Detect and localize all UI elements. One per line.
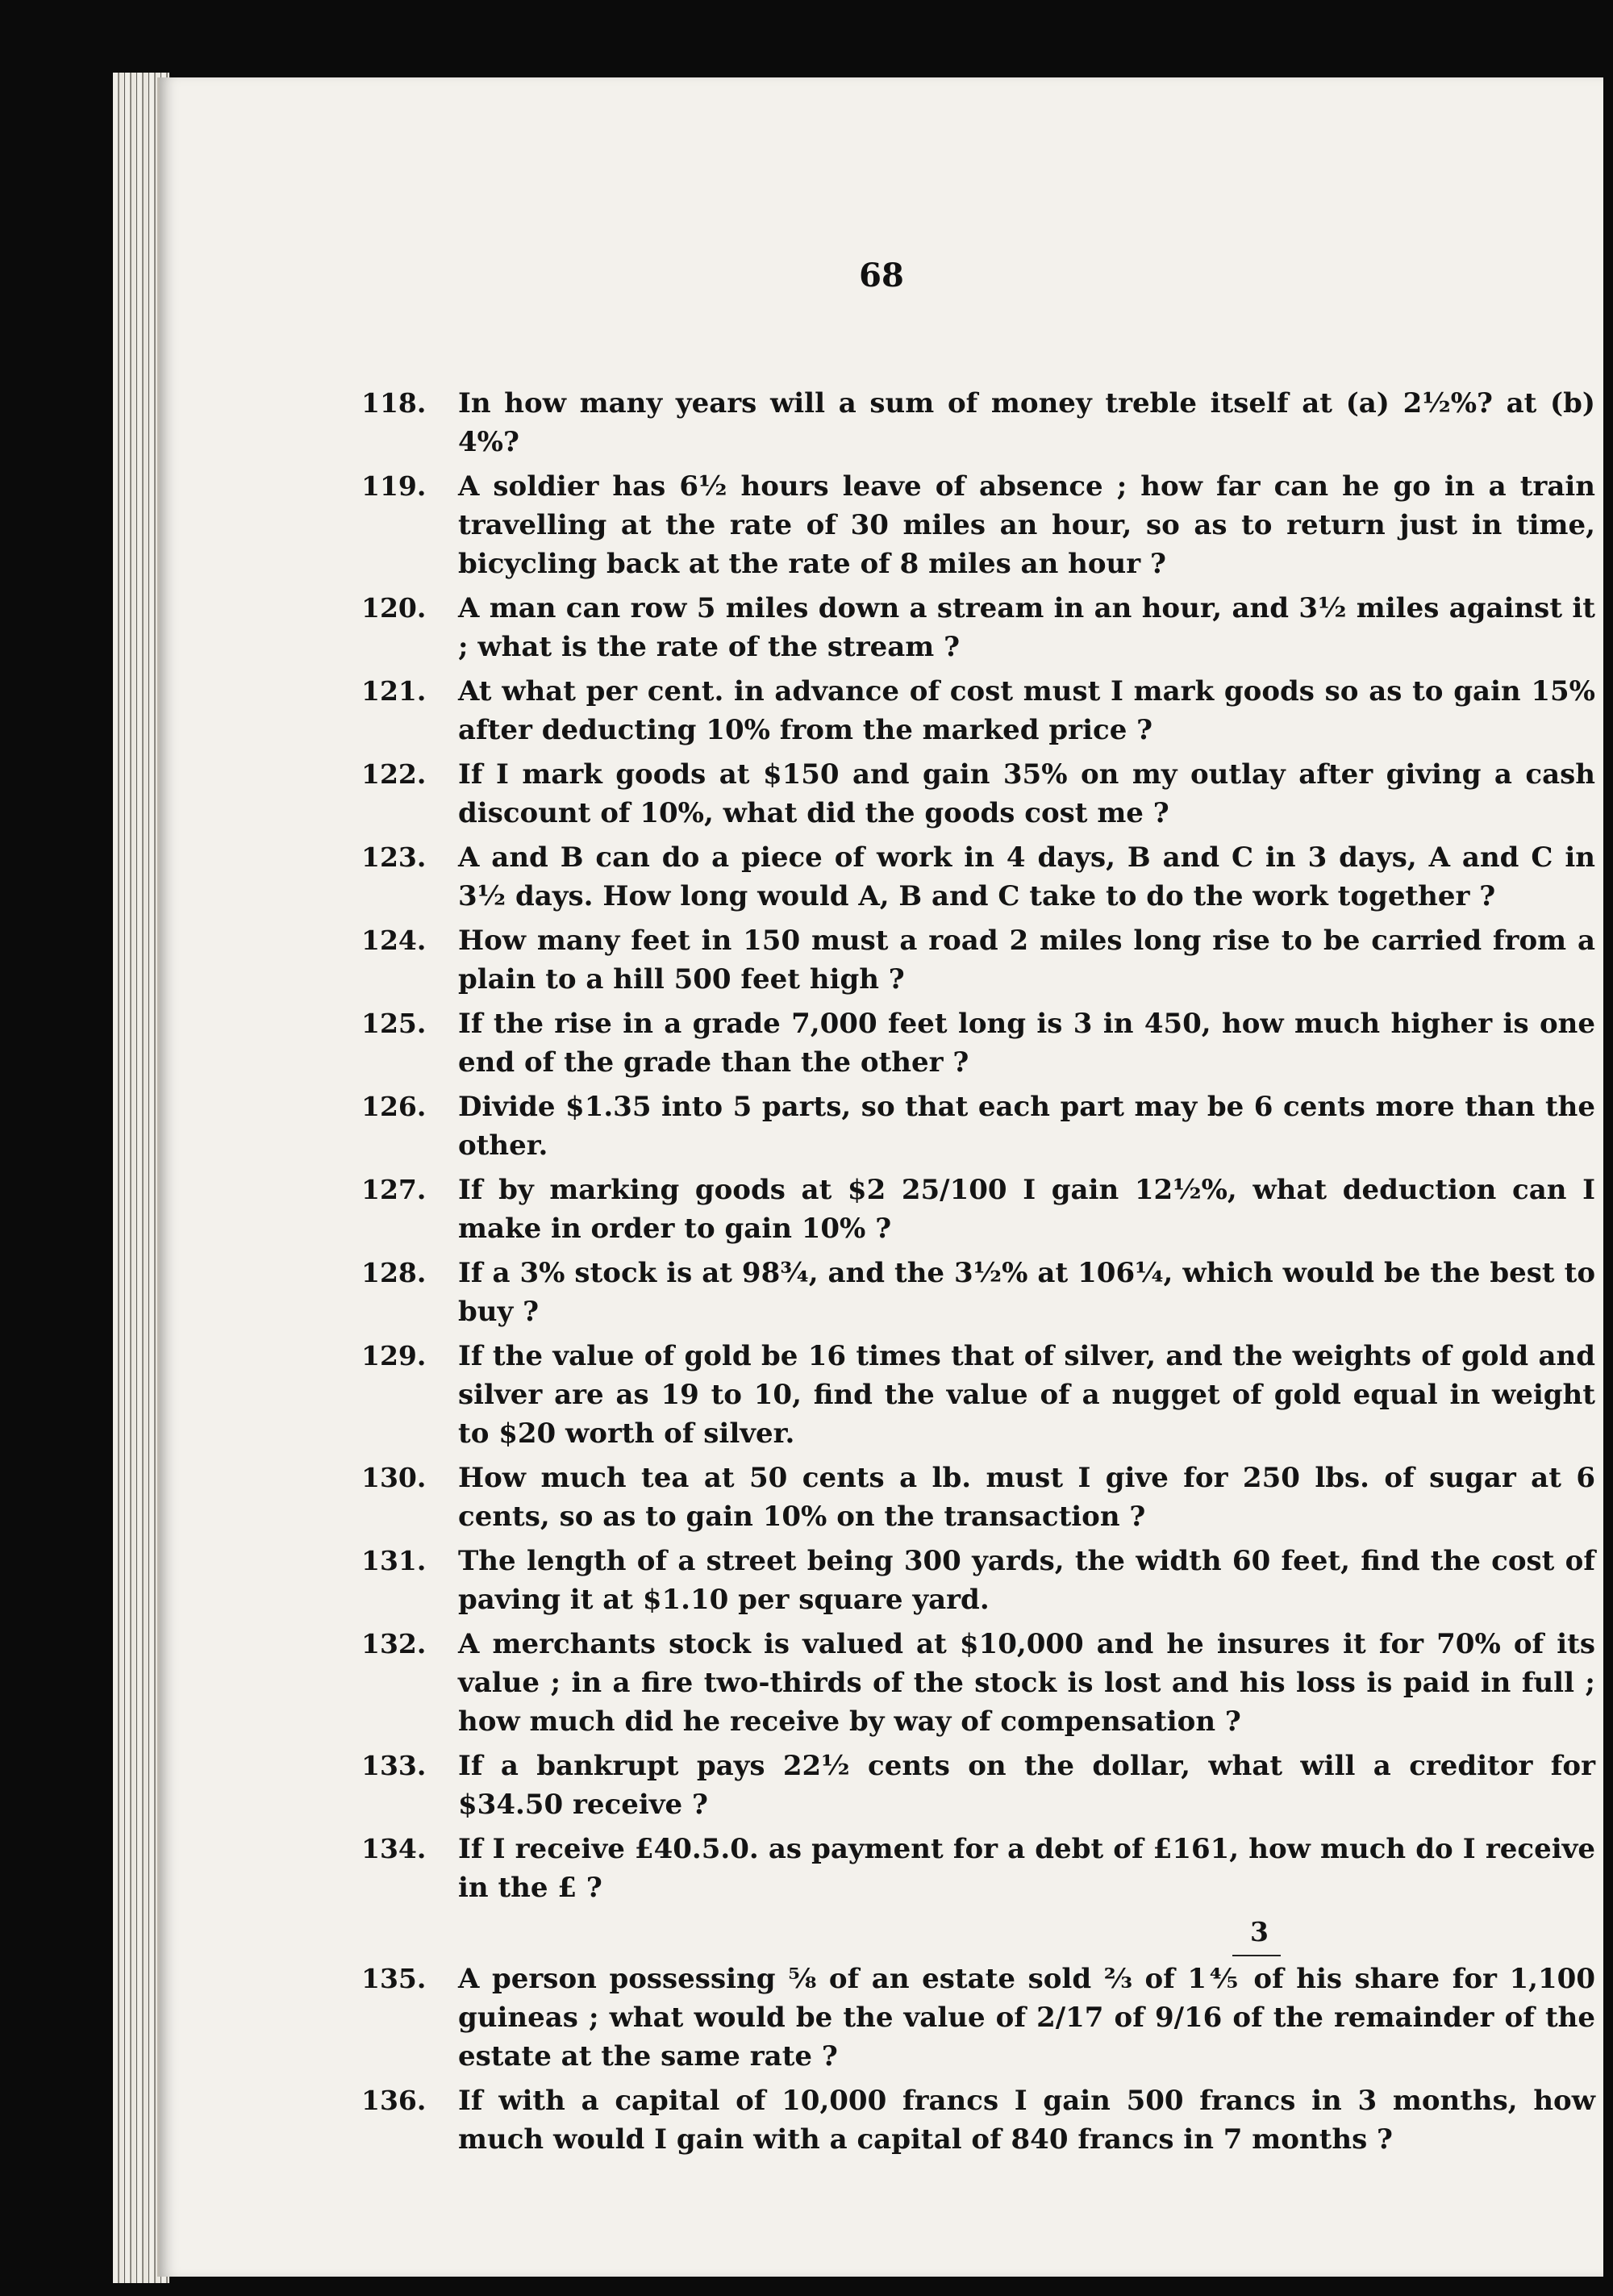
problem-item xyxy=(361,1004,1595,1082)
problem-number: 130. xyxy=(361,1462,427,1493)
problem-number: 133. xyxy=(361,1750,427,1781)
problem-text: At what per cent. in advance of cost must I mark goods so as to gain 15% after deducting 10% from the marked price ? xyxy=(458,675,1595,746)
problem-number: 129. xyxy=(361,1340,427,1371)
overscript-numeral: 3 xyxy=(1250,1916,1269,1947)
problem-item xyxy=(361,2081,1595,2159)
problem-text: If the value of gold be 16 times that of silver, and the weights of gold and silver are as 19 to 10, find the value of a nugget of gold equal in weight to $20 worth of silver. xyxy=(458,1340,1595,1450)
problem-text: If with a capital of 10,000 francs I gain 500 francs in 3 months, how much would I gain with a capital of 840 francs in 7 months ? xyxy=(458,2085,1595,2156)
problem-text: How much tea at 50 cents a lb. must I give for 250 lbs. of sugar at 6 cents, so as to gain 10% on the transaction ? xyxy=(458,1462,1595,1533)
problem-text: If a bankrupt pays 22½ cents on the dollar, what will a creditor for $34.50 receive ? xyxy=(458,1750,1595,1821)
problem-text: A man can row 5 miles down a stream in an hour, and 3½ miles against it ; what is the rate of the stream ? xyxy=(458,592,1595,663)
problem-item xyxy=(361,1254,1595,1331)
problem-item xyxy=(361,1459,1595,1536)
problem-text: If the rise in a grade 7,000 feet long is 3 in 450, how much higher is one end of the grade than the other ? xyxy=(458,1008,1595,1079)
problem-item xyxy=(361,1171,1595,1248)
problem-item xyxy=(361,1337,1595,1453)
problem-text: If a 3% stock is at 98¾, and the 3½% at 106¼, which would be the best to buy ? xyxy=(458,1257,1595,1328)
problem-number: 119. xyxy=(361,470,427,502)
fraction-bar xyxy=(1232,1955,1281,1956)
problem-number: 124. xyxy=(361,925,427,956)
problem-text: A and B can do a piece of work in 4 days, B and C in 3 days, A and C in 3½ days. How long would A, B and C take to do the work together ? xyxy=(458,841,1595,912)
problem-number: 118. xyxy=(361,387,427,419)
problem-item xyxy=(361,921,1595,999)
problem-item xyxy=(361,755,1595,833)
problem-list xyxy=(361,384,1595,2165)
problem-item xyxy=(361,1747,1595,1824)
problem-item xyxy=(361,838,1595,916)
problem-number: 128. xyxy=(361,1257,427,1288)
problem-text: In how many years will a sum of money treble itself at (a) 2½%? at (b) 4%? xyxy=(458,387,1595,458)
problem-item xyxy=(361,672,1595,749)
problem-item xyxy=(361,1542,1595,1619)
problem-text: If by marking goods at $2 25/100 I gain 12½%, what deduction can I make in order to gain 10% ? xyxy=(458,1174,1595,1245)
problem-number: 127. xyxy=(361,1174,427,1205)
problem-item xyxy=(361,1960,1595,2076)
problem-item xyxy=(361,589,1595,666)
problem-number: 132. xyxy=(361,1628,427,1659)
problem-text: How many feet in 150 must a road 2 miles long rise to be carried from a plain to a hill 500 feet high ? xyxy=(458,925,1595,996)
problem-item xyxy=(361,1087,1595,1165)
problem-item xyxy=(361,384,1595,461)
problem-text: If I receive £40.5.0. as payment for a debt of £161, how much do I receive in the £ ? xyxy=(458,1833,1595,1904)
problem-text: A person possessing ⅝ of an estate sold ⅔ of 1⅘ of his share for 1,100 guineas ; what would be the value of 2/17 of 9/16 of the remainder of the estate at the same rate ? xyxy=(458,1963,1595,2073)
problem-text: If I mark goods at $150 and gain 35% on my outlay after giving a cash discount of 10%, what did the goods cost me ? xyxy=(458,758,1595,829)
problem-number: 134. xyxy=(361,1833,427,1864)
problem-number: 136. xyxy=(361,2085,427,2116)
problem-text: Divide $1.35 into 5 parts, so that each part may be 6 cents more than the other. xyxy=(458,1091,1595,1162)
problem-text: A merchants stock is valued at $10,000 and he insures it for 70% of its value ; in a fire two-thirds of the stock is lost and his loss is paid in full ; how much did he receive by way of compensation ? xyxy=(458,1628,1595,1738)
problem-number: 122. xyxy=(361,758,427,790)
problem-number: 135. xyxy=(361,1963,427,1994)
problem-number: 121. xyxy=(361,675,427,707)
problem-text: A soldier has 6½ hours leave of absence ; how far can he go in a train travelling at the rate of 30 miles an hour, so as to return just in time, bicycling back at the rate of 8 miles an hour ? xyxy=(458,470,1595,580)
problem-item xyxy=(361,1830,1595,1907)
problem-item xyxy=(361,1625,1595,1741)
problem-text: The length of a street being 300 yards, the width 60 feet, find the cost of paving it at $1.10 per square yard. xyxy=(458,1545,1595,1616)
problem-number: 120. xyxy=(361,592,427,624)
problem-number: 123. xyxy=(361,841,427,873)
problem-number: 125. xyxy=(361,1008,427,1039)
book-page xyxy=(157,77,1603,2277)
problem-number: 126. xyxy=(361,1091,427,1122)
problem-item xyxy=(361,467,1595,583)
problem-number: 131. xyxy=(361,1545,427,1576)
fraction-overscript xyxy=(361,1913,1595,1960)
page-number: 68 xyxy=(859,257,904,294)
